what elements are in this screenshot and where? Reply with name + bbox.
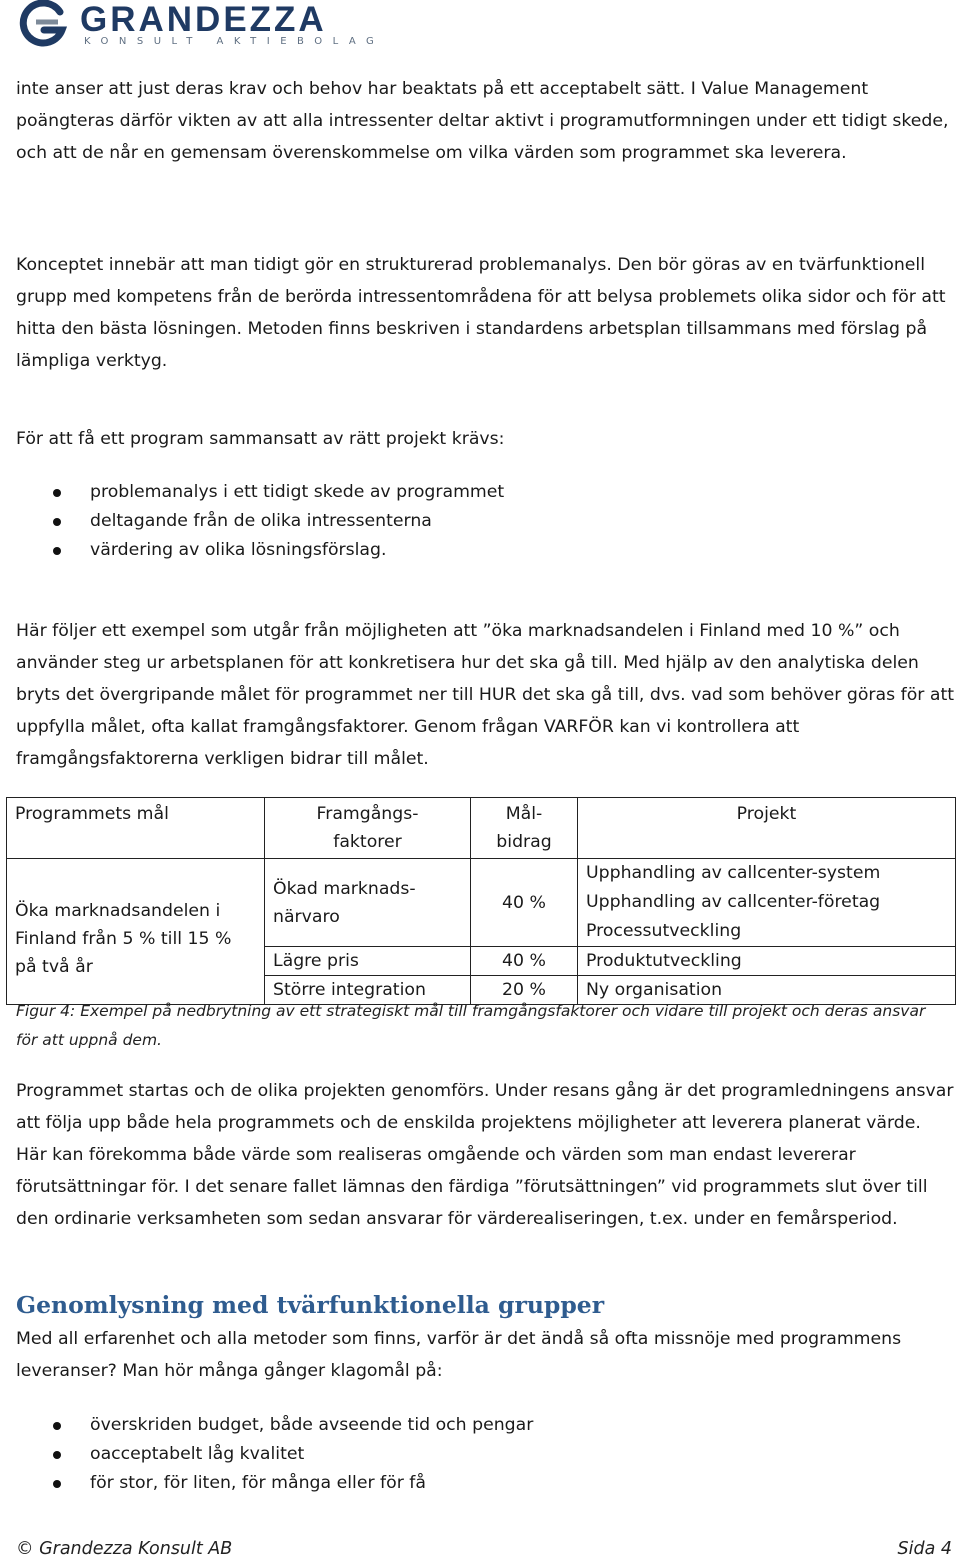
contribution-cell: 40 % xyxy=(471,947,578,976)
projects-cell xyxy=(578,859,956,947)
project-item: Upphandling av callcenter-företag xyxy=(586,892,881,912)
figure-caption: Figur 4: Exempel på nedbrytning av ett strategiskt mål till framgångsfaktorer och vidare till projekt och deras ansvar för att uppnå dem. xyxy=(16,1002,926,1049)
bullet-icon xyxy=(53,1422,61,1430)
paragraph-execution: Programmet startas och de olika projekten genomförs. Under resans gång är det programledningens ansvar att följa upp både hela programmets och de enskilda projektens möjligheter att leverera planerat värde. Här kan förekomma både värde som realiseras omgående och värden som man endast levererar förutsättningar för. I det senare fallet lämnas den färdiga ”förutsättningen” vid programmets slut över till den ordinarie verksamheten som sedan ansvarar för värderealiseringen, t.ex. under en femårsperiod. xyxy=(16,1081,954,1229)
list-item xyxy=(16,507,916,536)
table-header-row xyxy=(7,798,956,859)
paragraph-example: Här följer ett exempel som utgår från möjligheten att ”öka marknadsandelen i Finland med 10 %” och använder steg ur arbetsplanen för att konkretisera hur det ska gå till. Med hjälp av den analytiska delen bryts det övergripande målet för programmet ner till HUR det ska gå till, dvs. vad som behöver göras för att uppfylla målet, ofta kallat framgångsfaktorer. Genom frågan VARFÖR kan vi kontrollera att framgångsfaktorerna verkligen bidrar till målet. xyxy=(16,621,955,769)
paragraph-complaints: Med all erfarenhet och alla metoder som finns, varför är det ändå så ofta missnöje med programmens leveranser? Man hör många gånger klagomål på: xyxy=(16,1329,902,1381)
bullet-icon xyxy=(53,547,61,555)
section-heading: Genomlysning med tvärfunktionella grupper xyxy=(16,1291,605,1319)
footer-copyright: © Grandezza Konsult AB xyxy=(16,1539,233,1559)
bullet-icon xyxy=(53,518,61,526)
projects-cell: Produktutveckling xyxy=(578,947,956,976)
list-item xyxy=(16,1469,916,1498)
project-item: Upphandling av callcenter-system xyxy=(586,863,881,883)
list-item xyxy=(16,478,916,507)
header-goal: Programmets mål xyxy=(7,798,265,859)
goal-breakdown-table xyxy=(6,797,956,1005)
list-item xyxy=(16,1440,916,1469)
paragraph-requirements: För att få ett program sammansatt av rätt projekt krävs: xyxy=(16,429,505,449)
footer-page-number: Sida 4 xyxy=(897,1539,952,1559)
bullet-icon xyxy=(53,1451,61,1459)
brand-subtitle: KONSULT AKTIEBOLAG xyxy=(84,36,385,47)
complaints-list xyxy=(16,1411,916,1498)
list-item xyxy=(16,536,916,565)
list-item-text: oacceptabelt låg kvalitet xyxy=(90,1444,305,1464)
requirements-list xyxy=(16,478,916,565)
factor-cell: Ökad marknads- närvaro xyxy=(265,859,471,947)
list-item-text: värdering av olika lösningsförslag. xyxy=(90,540,387,560)
projects-cell: Ny organisation xyxy=(578,976,956,1005)
list-item-text: problemanalys i ett tidigt skede av programmet xyxy=(90,482,505,502)
list-item-text: för stor, för liten, för många eller för få xyxy=(90,1473,426,1493)
list-item-text: överskriden budget, både avseende tid och pengar xyxy=(90,1415,534,1435)
goal-cell: Öka marknadsandelen i Finland från 5 % till 15 % på två år xyxy=(7,859,265,1005)
list-item-text: deltagande från de olika intressenterna xyxy=(90,511,432,531)
factor-cell: Lägre pris xyxy=(265,947,471,976)
list-item xyxy=(16,1411,916,1440)
paragraph-concept: Konceptet innebär att man tidigt gör en strukturerad problemanalys. Den bör göras av en tvärfunktionell grupp med kompetens från de berörda intressentområdena för att belysa problemets olika sidor och för att hitta den bästa lösningen. Metoden finns beskriven i standardens arbetsplan tillsammans med förslag på lämpliga verktyg. xyxy=(16,255,946,371)
project-item: Processutveckling xyxy=(586,921,742,941)
brand-name: GRANDEZZA xyxy=(80,0,327,39)
logo-g-mark-icon xyxy=(14,0,70,48)
contribution-cell: 40 % xyxy=(471,859,578,947)
factor-cell: Större integration xyxy=(265,976,471,1005)
header-factors: Framgångs- faktorer xyxy=(265,798,471,859)
paragraph-intro: inte anser att just deras krav och behov har beaktats på ett acceptabelt sätt. I Value Management poängteras därför vikten av att alla intressenter deltar aktivt i programutformningen under ett tidigt skede, och att de når en gemensam överenskommelse om vilka värden som programmet ska leverera. xyxy=(16,79,949,163)
header-contribution: Mål- bidrag xyxy=(471,798,578,859)
header-projects: Projekt xyxy=(578,798,956,859)
bullet-icon xyxy=(53,489,61,497)
table-row xyxy=(7,859,956,947)
bullet-icon xyxy=(53,1480,61,1488)
contribution-cell: 20 % xyxy=(471,976,578,1005)
company-logo xyxy=(14,0,394,52)
